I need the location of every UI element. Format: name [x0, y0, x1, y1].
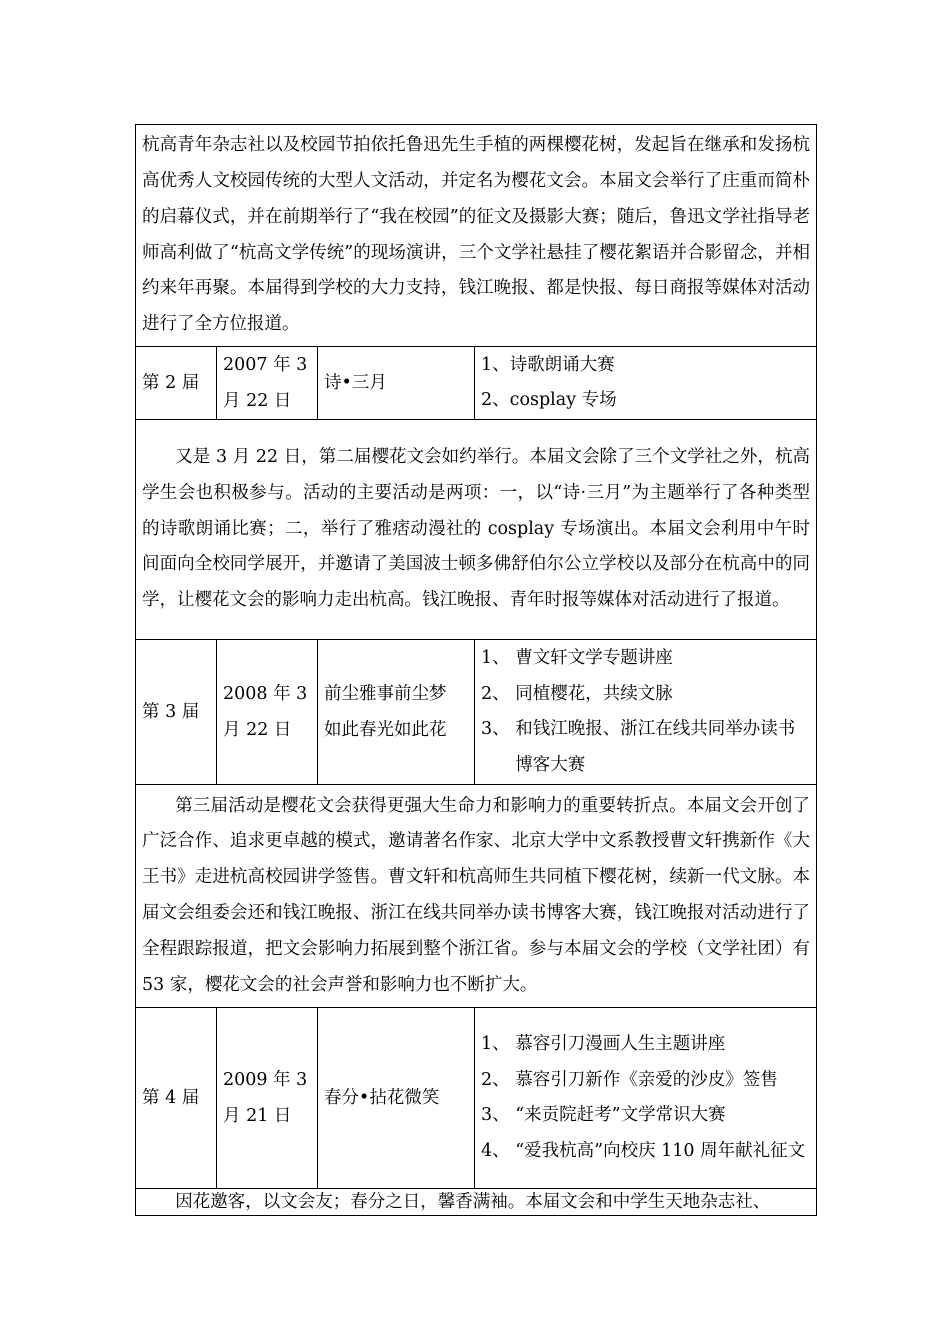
session-row-2 — [136, 347, 817, 420]
activity-number: 3、 — [481, 1105, 516, 1125]
session-row-4 — [136, 1008, 817, 1189]
theme-line-1: 诗•三月 — [324, 373, 387, 393]
date-line-1: 2009 年 3 — [223, 1070, 308, 1090]
date-line-2: 月 21 日 — [223, 1106, 292, 1126]
date-line-1: 2008 年 3 — [223, 684, 308, 704]
summary-row-2 — [136, 420, 817, 640]
sakura-festival-table — [135, 124, 817, 1216]
activities-cell — [475, 347, 817, 420]
theme-line-1: 前尘雅事前尘梦 — [324, 684, 447, 704]
edition-label: 第 4 届 — [142, 1088, 200, 1108]
activity-text: 慕容引刀漫画人生主题讲座 — [515, 1034, 726, 1054]
date-cell — [217, 347, 318, 420]
summary-row-4 — [136, 1189, 817, 1216]
activity-text: 曹文轩文学专题讲座 — [515, 648, 673, 668]
session-row-3 — [136, 640, 817, 785]
activity-number: 1、 — [481, 648, 516, 668]
paragraph-text: 因花邀客，以文会友；春分之日，馨香满袖。本届文会和中学生天地杂志社、 — [175, 1192, 771, 1212]
summary-row-1 — [136, 125, 817, 347]
summary-paragraph-4 — [136, 1189, 817, 1216]
summary-paragraph-3 — [136, 785, 817, 1008]
theme-cell — [318, 640, 475, 785]
activity-text: 同植樱花，共续文脉 — [515, 683, 673, 704]
date-line-1: 2007 年 3 — [223, 355, 308, 375]
date-line-2: 月 22 日 — [223, 391, 292, 411]
theme-cell — [318, 1008, 475, 1189]
activity-number: 4、 — [481, 1140, 516, 1161]
summary-row-3 — [136, 785, 817, 1008]
activity-text: 诗歌朗诵大赛 — [509, 354, 615, 375]
edition-cell — [136, 347, 217, 420]
activity-item — [481, 348, 810, 384]
paragraph-text: 又是 3 月 22 日，第二届樱花文会如约举行。本届文会除了三个文学社之外，杭高学生会也积极参与。活动的主要活动是两项：一，以“诗·三月”为主题举行了各种类型的诗歌朗诵比赛；二，举行了雅痞动漫社的 cosplay 专场演出。本届文会利用中午时间面向全校同学展开，并邀请了美国波士顿多佛舒伯尔公立学校以及部分在杭高中的同学，让樱花文会的影响力走出杭高。钱江晚报、青年时报等媒体对活动进行了报道。 — [142, 447, 811, 611]
activity-item — [481, 641, 810, 677]
edition-label: 第 2 届 — [142, 373, 200, 393]
activity-text: 慕容引刀新作《亲爱的沙皮》签售 — [515, 1069, 778, 1090]
edition-cell — [136, 640, 217, 785]
date-line-2: 月 22 日 — [223, 720, 292, 740]
activity-item — [481, 1134, 810, 1170]
date-cell — [217, 640, 318, 785]
activity-number: 2、 — [481, 390, 510, 410]
activity-item — [481, 1063, 810, 1099]
theme-line-2: 如此春光如此花 — [324, 720, 447, 740]
activities-cell — [475, 640, 817, 785]
paragraph-text: 第三届活动是樱花文会获得更强大生命力和影响力的重要转折点。本届文会开创了广泛合作、追求更卓越的模式，邀请著名作家、北京大学中文系教授曹文轩携新作《大王书》走进杭高校园讲学签售。曹文轩和杭高师生共同植下樱花树，续新一代文脉。本届文会组委会还和钱江晚报、浙江在线共同举办读书博客大赛，钱江晚报对活动进行了全程跟踪报道，把文会影响力拓展到整个浙江省。参与本届文会的学校（文学社团）有 53 家，樱花文会的社会声誉和影响力也不断扩大。 — [142, 795, 811, 995]
activity-text: cosplay 专场 — [509, 390, 617, 410]
date-cell — [217, 1008, 318, 1189]
edition-label: 第 3 届 — [142, 702, 200, 722]
activity-item — [481, 712, 810, 783]
summary-paragraph-1 — [136, 125, 817, 347]
activity-text: “来贡院赶考”文学常识大赛 — [515, 1105, 726, 1125]
activity-number: 1、 — [481, 354, 510, 375]
activity-number: 2、 — [481, 683, 516, 704]
activity-number: 1、 — [481, 1034, 516, 1054]
activity-number: 2、 — [481, 1069, 516, 1090]
activity-item — [481, 1098, 810, 1134]
activity-text: 和钱江晚报、浙江在线共同举办读书博客大赛 — [515, 719, 796, 775]
summary-paragraph-2 — [136, 420, 817, 640]
edition-cell — [136, 1008, 217, 1189]
theme-line-1: 春分•拈花微笑 — [324, 1088, 440, 1108]
theme-cell — [318, 347, 475, 420]
activity-text: “爱我杭高”向校庆 110 周年献礼征文 — [515, 1140, 806, 1161]
activity-item — [481, 1027, 810, 1063]
activity-item — [481, 383, 810, 419]
activity-item — [481, 677, 810, 713]
paragraph-text: 杭高青年杂志社以及校园节拍依托鲁迅先生手植的两棵樱花树，发起旨在继承和发扬杭高优秀人文校园传统的大型人文活动，并定名为樱花文会。本届文会举行了庄重而简朴的启幕仪式，并在前期举行了“我在校园”的征文及摄影大赛；随后，鲁迅文学社指导老师高利做了“杭高文学传统”的现场演讲，三个文学社悬挂了樱花絮语并合影留念，并相约来年再聚。本届得到学校的大力支持，钱江晚报、都是快报、每日商报等媒体对活动进行了全方位报道。 — [142, 135, 811, 335]
activities-cell — [475, 1008, 817, 1189]
activity-number: 3、 — [481, 719, 516, 739]
